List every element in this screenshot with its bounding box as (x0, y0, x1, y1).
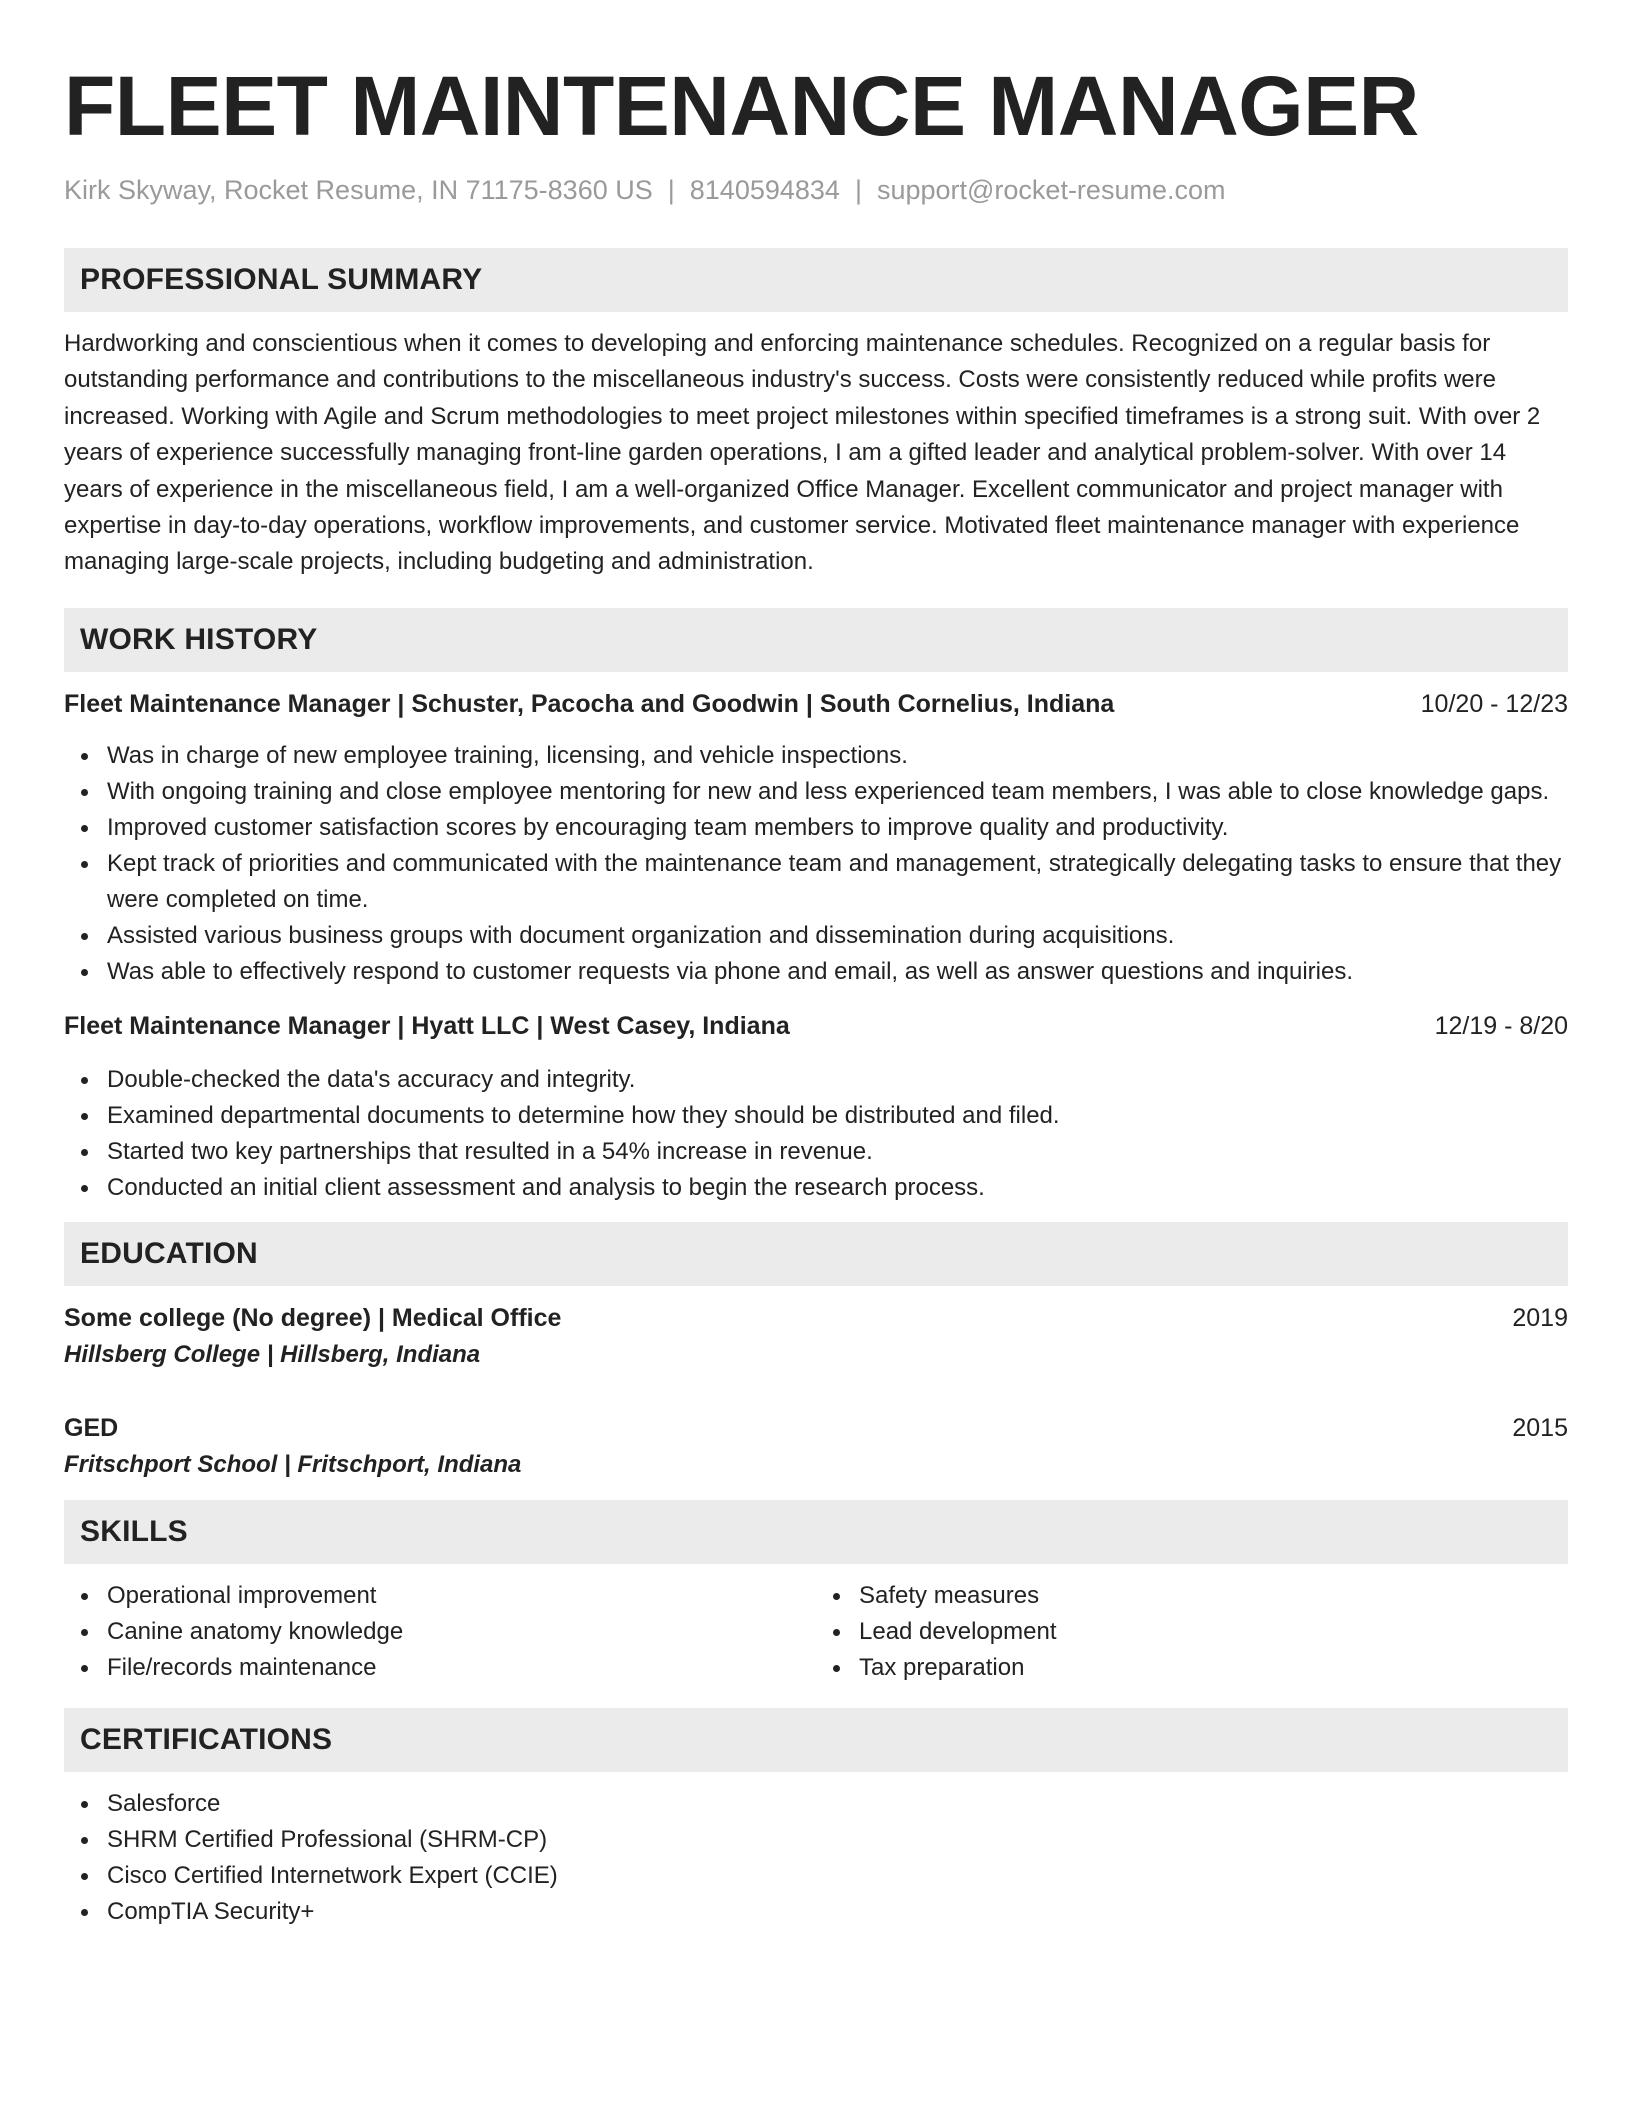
job-title: Fleet Maintenance Manager | Schuster, Pacocha and Goodwin | South Cornelius, Indiana (64, 689, 1115, 718)
section-heading-skills: SKILLS (64, 1500, 1568, 1564)
section-heading-work-history: WORK HISTORY (64, 608, 1568, 672)
list-item: Started two key partnerships that resulted in a 54% increase in revenue. (107, 1134, 1568, 1170)
contact-address: Kirk Skyway, Rocket Resume, IN 71175-8360 US (64, 175, 653, 205)
education-entry (64, 1410, 1568, 1484)
job-entry (64, 1008, 1568, 1206)
education-degree: Some college (No degree) | Medical Office (64, 1303, 562, 1332)
job-bullets (64, 738, 1568, 990)
summary-text: Hardworking and conscientious when it comes to developing and enforcing maintenance schedules. Recognized on a regular basis for outstanding performance and contributions to the miscellaneous industry's success. Costs were consistently reduced while profits were increased. Working with Agile and Scrum methodologies to meet project milestones within specified timeframes is a strong suit. With over 2 years of experience successfully managing front-line garden operations, I am a gifted leader and analytical problem-solver. With over 14 years of experience in the miscellaneous field, I am a well-organized Office Manager. Excellent communicator and project manager with expertise in day-to-day operations, workflow improvements, and customer service. Motivated fleet maintenance manager with experience managing large-scale projects, including budgeting and administration. (64, 330, 1541, 576)
education-year: 2019 (1512, 1303, 1568, 1332)
education-year: 2015 (1512, 1413, 1568, 1442)
list-item: Safety measures (859, 1578, 1568, 1614)
certifications-list (64, 1786, 1568, 1930)
contact-line (64, 170, 1568, 210)
education-header (64, 1410, 1568, 1446)
skills-column-right (816, 1578, 1568, 1686)
job-title: Fleet Maintenance Manager | Hyatt LLC | West Casey, Indiana (64, 1011, 790, 1040)
list-item: Operational improvement (107, 1578, 816, 1614)
skills-grid (64, 1578, 1568, 1686)
job-header (64, 686, 1568, 722)
list-item: Improved customer satisfaction scores by encouraging team members to improve quality and productivity. (107, 810, 1568, 846)
job-bullets (64, 1062, 1568, 1206)
list-item: Cisco Certified Internetwork Expert (CCIE) (107, 1858, 1568, 1894)
job-dates: 10/20 - 12/23 (1420, 689, 1568, 718)
list-item: SHRM Certified Professional (SHRM-CP) (107, 1822, 1568, 1858)
job-header (64, 1008, 1568, 1044)
list-item: Conducted an initial client assessment and analysis to begin the research process. (107, 1170, 1568, 1206)
education-degree: GED (64, 1413, 119, 1442)
job-entry (64, 686, 1568, 990)
list-item: Examined departmental documents to determine how they should be distributed and filed. (107, 1098, 1568, 1134)
list-item: CompTIA Security+ (107, 1894, 1568, 1930)
resume-name: FLEET MAINTENANCE MANAGER (64, 59, 1419, 153)
education-school: Hillsberg College | Hillsberg, Indiana (64, 1340, 481, 1368)
list-item: Double-checked the data's accuracy and integrity. (107, 1062, 1568, 1098)
education-header (64, 1300, 1568, 1336)
job-dates: 12/19 - 8/20 (1434, 1011, 1568, 1040)
list-item: Kept track of priorities and communicated with the maintenance team and management, strategically delegating tasks to ensure that they were completed on time. (107, 846, 1568, 918)
section-heading-education: EDUCATION (64, 1222, 1568, 1286)
section-heading-summary: PROFESSIONAL SUMMARY (64, 248, 1568, 312)
list-item: Lead development (859, 1614, 1568, 1650)
contact-separator: | (667, 175, 675, 205)
list-item: With ongoing training and close employee mentoring for new and less experienced team members, I was able to close knowledge gaps. (107, 774, 1568, 810)
list-item: File/records maintenance (107, 1650, 816, 1686)
section-heading-certifications: CERTIFICATIONS (64, 1708, 1568, 1772)
contact-email: support@rocket-resume.com (876, 175, 1226, 205)
list-item: Assisted various business groups with document organization and dissemination during acquisitions. (107, 918, 1568, 954)
contact-separator: | (854, 175, 862, 205)
list-item: Was able to effectively respond to customer requests via phone and email, as well as answer questions and inquiries. (107, 954, 1568, 990)
list-item: Canine anatomy knowledge (107, 1614, 816, 1650)
list-item: Was in charge of new employee training, licensing, and vehicle inspections. (107, 738, 1568, 774)
contact-phone: 8140594834 (689, 175, 840, 205)
education-entry (64, 1300, 1568, 1374)
skills-column-left (64, 1578, 816, 1686)
list-item: Salesforce (107, 1786, 1568, 1822)
education-school: Fritschport School | Fritschport, Indiana (64, 1450, 522, 1478)
list-item: Tax preparation (859, 1650, 1568, 1686)
